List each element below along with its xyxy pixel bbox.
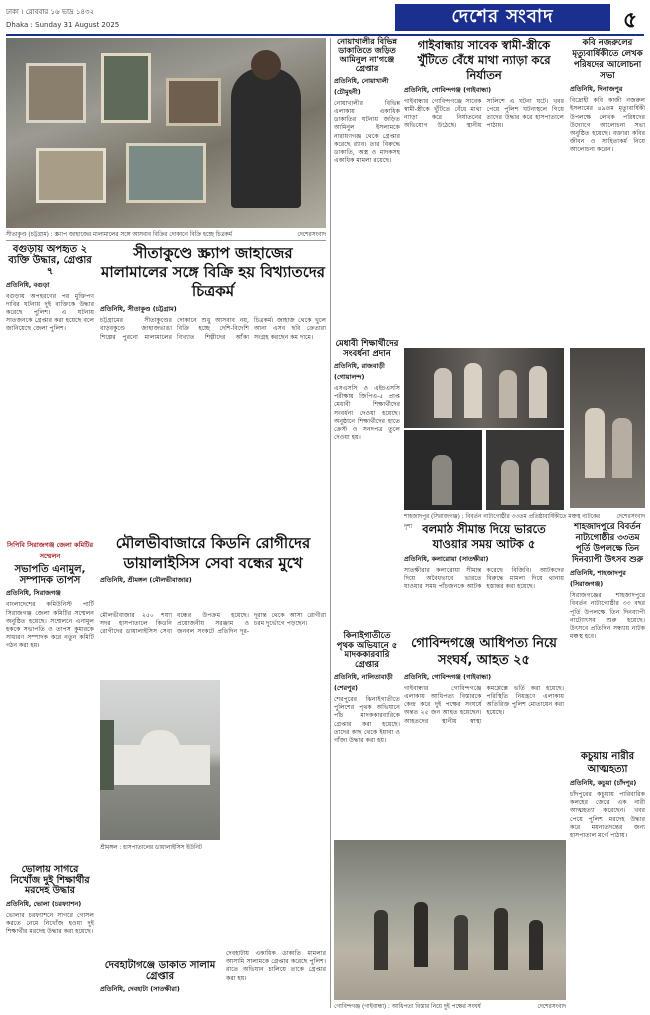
gobindaganj-byline: প্রতিনিধি, গোবিন্দগঞ্জ (গাইবান্ধা) (404, 672, 492, 681)
sitakunda-headline: সীতাকুণ্ডে স্ক্র্যাপ জাহাজের মালামালের সঙ্গে বিক্রি হয় বিখ্যাতদের চিত্রকর্ম (101, 244, 325, 300)
theatre-photo-caption: শাহজাদপুর (সিরাজগঞ্জ) : বিবর্তন নাট্যগোষ্ঠীর ৩৩তম প্রতিষ্ঠাবার্ষিকীতে মঞ্চস্থ নাটকের দৃশ্য (404, 514, 601, 530)
theatre-headline: শাহজাদপুরে বিবর্তন নাট্যগোষ্ঠীর ৩৩তম পূর্তি উপলক্ষে তিন দিনব্যাপী উৎসব শুরু (571, 522, 644, 566)
debhata-body: দেবহাটায় একাধিক ডাকাতি মামলার আসামি সালামকে গ্রেপ্তার করেছে পুলিশ। রাতে অভিযান চালিয়ে তাকে গ্রেপ্তার করা হয়। (226, 950, 326, 982)
kuchua-byline: প্রতিনিধি, কচুয়া (চাঁদপুর) (570, 779, 637, 787)
sirajganj-byline: প্রতিনিধি, সিরাজগঞ্জ (6, 589, 61, 598)
sitakunda-story (100, 244, 326, 530)
kuchua-headline: কচুয়ায় নারীর আত্মহত্যা (580, 751, 635, 775)
students-headline: মেধাবী শিক্ষার্থীদের সংবর্ধনা প্রদান (335, 339, 399, 359)
sirajganj-label: সিপিবি সিরাজগঞ্জ জেলা কমিটির সম্মেলন (6, 541, 94, 560)
debhata-byline: প্রতিনিধি, দেবহাটা (সাতক্ষীরা) (100, 985, 180, 994)
theatre-photo-right (570, 348, 645, 508)
gaibandha-story (404, 38, 564, 338)
bolmath-headline: বলমাঠ সীমান্ত দিয়ে ভারতে যাওয়ার সময় আটক ৫ (422, 522, 546, 551)
clash-photo (334, 840, 566, 1000)
moulvibazar-headline: মৌলভীবাজারে কিডনি রোগীদের ডায়ালাইসিস সেবা বন্ধের মুখে (115, 534, 311, 572)
masthead (395, 4, 610, 31)
hospital-photo (100, 680, 220, 840)
divider (6, 240, 326, 241)
hospital-photo-caption: শ্রীমঙ্গল : হাসপাতালের ডায়ালাইসিস ইউনিট (100, 845, 202, 851)
header-rule (6, 34, 644, 36)
header-date-block (6, 6, 166, 32)
gaibandha-headline: গাইবান্ধায় সাবেক স্বামী-স্ত্রীকে খুঁটিতে বেঁধে মাথা ন্যাড়া করে নির্যাতন (417, 38, 551, 82)
column-rule (330, 38, 331, 1008)
debhata-story (100, 960, 220, 1010)
noakhali-headline: নোয়াখালীর বিভিন্ন ডাকাতিতে জড়িত আমিনুল না'গঞ্জে গ্রেপ্তার (337, 37, 397, 73)
bhola-body: ভোলার চরফ্যাশনে সাগরে গোসল করতে নেমে নিখোঁজ হওয়া দুই শিক্ষার্থীর মরদেহ উদ্ধার করা হয়েছে। (6, 911, 94, 936)
noakhali-byline: প্রতিনিধি, নোয়াখালী (চৌমুহনী) (334, 76, 389, 96)
noakhali-body: নোয়াখালীর বিভিন্ন এলাকায় একাধিক ডাকাতির ঘটনায় জড়িত আমিনুল ইসলামকে নারায়ণগঞ্জ থেকে গ্রেপ্তার করেছে র‍্যাব। তার বিরুদ্ধে ডাকাতি, অস্ত্র ও মাদকসহ একাধিক মামলা রয়েছে। (334, 99, 400, 165)
jhenaigati-byline: প্রতিনিধি, নালিতাবাড়ী (শেরপুর) (334, 673, 393, 693)
bhola-byline: প্রতিনিধি, ভোলা (চরফ্যাশন) (6, 899, 82, 908)
date-bangla: ঢাকা । রোববার ১৬ ভাদ্র ১৪৩২ (6, 8, 95, 16)
clash-photo-caption: গোবিন্দগঞ্জ (গাইবান্ধা) : আধিপত্য বিস্তার নিয়ে দুই পক্ষের সংঘর্ষ (334, 1004, 481, 1010)
gobindaganj-story (404, 636, 564, 836)
page-number: ৫ (622, 8, 638, 33)
bogura-body: বগুড়ায় অপহরণের পর মুক্তিপণ দাবির ঘটনায় দুই ব্যক্তিকে উদ্ধার করেছে পুলিশ। এ ঘটনায় সাতজনকে গ্রেপ্তার করা হয়েছে বলে জানিয়েছে জেলা পুলিশ। (6, 292, 94, 333)
poet-byline: প্রতিনিধি, দিনাজপুর (570, 85, 623, 94)
bolmath-story (404, 522, 564, 632)
paintings-photo-credit: দেশেরসংবাদ (297, 232, 326, 238)
poet-headline: কবি নজরুলের মৃত্যুবার্ষিকীতে লেখক পরিষদের আলোচনা সভা (572, 38, 643, 82)
sirajganj-headline: সভাপতি এনামুল, সম্পাদক তাপস (14, 564, 86, 587)
masthead-title: দেশের সংবাদ (451, 6, 554, 27)
kuchua-story (570, 750, 645, 1008)
bolmath-body: সাতক্ষীরার কলারোয়া সীমান্ত দিয়ে অবৈধভাবে ভারতে যাওয়ার সময় পাঁচজনকে আটক করেছে বিজিবি। আটকদের বিরুদ্ধে মামলা দিয়ে থানায় হস্তান্তর করা হয়েছে। (404, 566, 564, 591)
gobindaganj-body: গাইবান্ধার গোবিন্দগঞ্জে এলাকায় আধিপত্য বিস্তারকে কেন্দ্র করে দুই পক্ষের সংঘর্ষে অন্তত ২৫ জন আহত হয়েছেন। আহতদের স্থানীয় স্বাস্থ্য কমপ্লেক্সে ভর্তি করা হয়েছে। পরিস্থিতি নিয়ন্ত্রণে এলাকায় অতিরিক্ত পুলিশ মোতায়েন করা হয়েছে। (404, 684, 564, 725)
students-byline: প্রতিনিধি, রাজবাড়ী (গোয়ালন্দ) (334, 362, 385, 382)
gobindaganj-headline: গোবিন্দগঞ্জে আধিপত্য নিয়ে সংঘর্ষ, আহত ২৫ (411, 636, 557, 668)
theatre-photo-bottom-left (404, 430, 482, 510)
theatre-byline: প্রতিনিধি, শাহজাদপুর (সিরাজগঞ্জ) (570, 569, 626, 589)
students-body: এসএসসি ও এইচএসসি পরীক্ষায় জিপিএ-৫ প্রাপ্ত মেধাবী শিক্ষার্থীদের সংবর্ধনা দেওয়া হয়েছে। অনুষ্ঠানে শিক্ষার্থীদের হাতে ক্রেস্ট ও সনদপত্র তুলে দেওয়া হয়। (334, 385, 400, 442)
bhola-story (6, 865, 94, 1010)
sitakunda-byline: প্রতিনিধি, সীতাকুণ্ড (চট্টগ্রাম) (100, 305, 177, 314)
poet-body: বিদ্রোহী কবি কাজী নজরুল ইসলামের ৪৯তম মৃত্যুবার্ষিকী উপলক্ষে লেখক পরিষদের উদ্যোগে আলোচনা সভা অনুষ্ঠিত হয়েছে। বক্তারা কবির জীবন ও সাহিত্যকর্ম নিয়ে আলোচনা করেন। (570, 97, 645, 154)
debhata-headline: দেবহাটাগঞ্জে ডাকাত সালাম গ্রেপ্তার (104, 960, 216, 983)
moulvibazar-body: মৌলভীবাজার ২৫০ শয্যা সদর হাসপাতালে কিডনি রোগীদের ডায়ালাইসিস সেবা বন্ধের উপক্রম হয়েছে। প্রয়োজনীয় সরঞ্জাম ও জনবল সংকটে প্রতিদিন দূর-দূরান্ত থেকে আসা রোগীরা চরম দুর্ভোগে পড়ছেন। (100, 612, 326, 636)
sirajganj-body: বাংলাদেশের কমিউনিস্ট পার্টি সিরাজগঞ্জ জেলা কমিটির সম্মেলন অনুষ্ঠিত হয়েছে। সম্মেলনে এনামুল হককে সভাপতি ও তাপস কুমারকে সাধারণ সম্পাদক করে নতুন কমিটি গঠন করা হয়। (6, 601, 94, 650)
debhata-body-block (226, 950, 326, 1010)
theatre-photo-top (404, 348, 564, 428)
bogura-headline: বগুড়ায় অপহৃত ২ ব্যক্তি উদ্ধার, গ্রেপ্তার ৭ (8, 244, 92, 278)
students-story (334, 340, 400, 630)
gaibandha-body: গাইবান্ধার গোবিন্দগঞ্জে সাবেক স্বামী-স্ত্রীকে খুঁটিতে বেঁধে মাথা ন্যাড়া করে নির্যাতনের অভিযোগ উঠেছে। স্থানীয় সালিশে এ ঘটনা ঘটে। খবর পেয়ে পুলিশ ঘটনাস্থলে গিয়ে তাদের উদ্ধার করে হাসপাতালে পাঠায়। (404, 97, 564, 130)
jhenaigati-body: শেরপুরের ঝিনাইগাতীতে পুলিশের পৃথক অভিযানে পাঁচ মাদককারবারিকে গ্রেপ্তার করা হয়েছে। তাদের কাছ থেকে ইয়াবা ও গাঁজা উদ্ধার করা হয়। (334, 696, 400, 744)
paintings-photo-caption: সীতাকুণ্ড (চট্টগ্রাম) : স্ক্র্যাপ জাহাজের মালামালের সঙ্গে আসবাব বিক্রির দোকানে বিক্রি হচ্ছে চিত্রকর্ম (6, 232, 232, 238)
gaibandha-byline: প্রতিনিধি, গোবিন্দগঞ্জ (গাইবান্ধা) (404, 85, 492, 94)
sitakunda-body: চট্টগ্রামের সীতাকুণ্ডের বাড়বকুণ্ডে জাহাজভাঙা শিল্পের পুরনো মালামালের দোকানে শুধু আসবাব নয়, বিক্রি হচ্ছে দেশি-বিদেশি বিখ্যাত শিল্পীদের আঁকা চিত্রকর্ম। জাহাজ থেকে খুলে আনা এসব ছবি ক্রেতারা সংগ্রহ করছেন কম দামে। (100, 317, 326, 341)
bolmath-byline: প্রতিনিধি, কলারোয়া (সাতক্ষীরা) (404, 554, 489, 563)
moulvibazar-story (100, 534, 326, 608)
bogura-story (6, 244, 94, 530)
paintings-shop-photo (6, 38, 326, 228)
noakhali-story (334, 38, 400, 338)
theatre-body: সিরাজগঞ্জের শাহজাদপুরে বিবর্তন নাট্যগোষ্ঠীর ৩৩ বছর পূর্তি উপলক্ষে তিন দিনব্যাপী নাট্যোৎসব শুরু হয়েছে। উৎসবে প্রতিদিন সন্ধ্যায় নাটক মঞ্চস্থ হবে। (570, 592, 645, 641)
clash-photo-credit: দেশেরসংবাদ (537, 1004, 566, 1010)
jhenaigati-story (334, 632, 400, 832)
theatre-photo-credit: দেশেরসংবাদ (616, 514, 645, 520)
date-english: Dhaka : Sunday 31 August 2025 (6, 21, 120, 29)
sirajganj-story (6, 540, 94, 750)
bogura-byline: প্রতিনিধি, বগুড়া (6, 280, 50, 289)
kuchua-body: চাঁদপুরের কচুয়ায় পারিবারিক কলহের জেরে এক নারী আত্মহত্যা করেছেন। খবর পেয়ে পুলিশ মরদেহ উদ্ধার করে ময়নাতদন্তের জন্য হাসপাতাল মর্গে পাঠায়। (570, 791, 645, 839)
moulvibazar-byline: প্রতিনিধি, শ্রীমঙ্গল (মৌলভীবাজার) (100, 576, 192, 584)
bhola-headline: ভোলায় সাগরে নিখোঁজ দুই শিক্ষার্থীর মরদেহ উদ্ধার (10, 864, 90, 897)
theatre-photo-bottom-right (486, 430, 564, 510)
jhenaigati-headline: কিনাইগাতীতে পৃথক অভিযানে ৫ মাদককারবারি গ্রেপ্তার (336, 631, 398, 670)
theatre-story (570, 522, 645, 742)
